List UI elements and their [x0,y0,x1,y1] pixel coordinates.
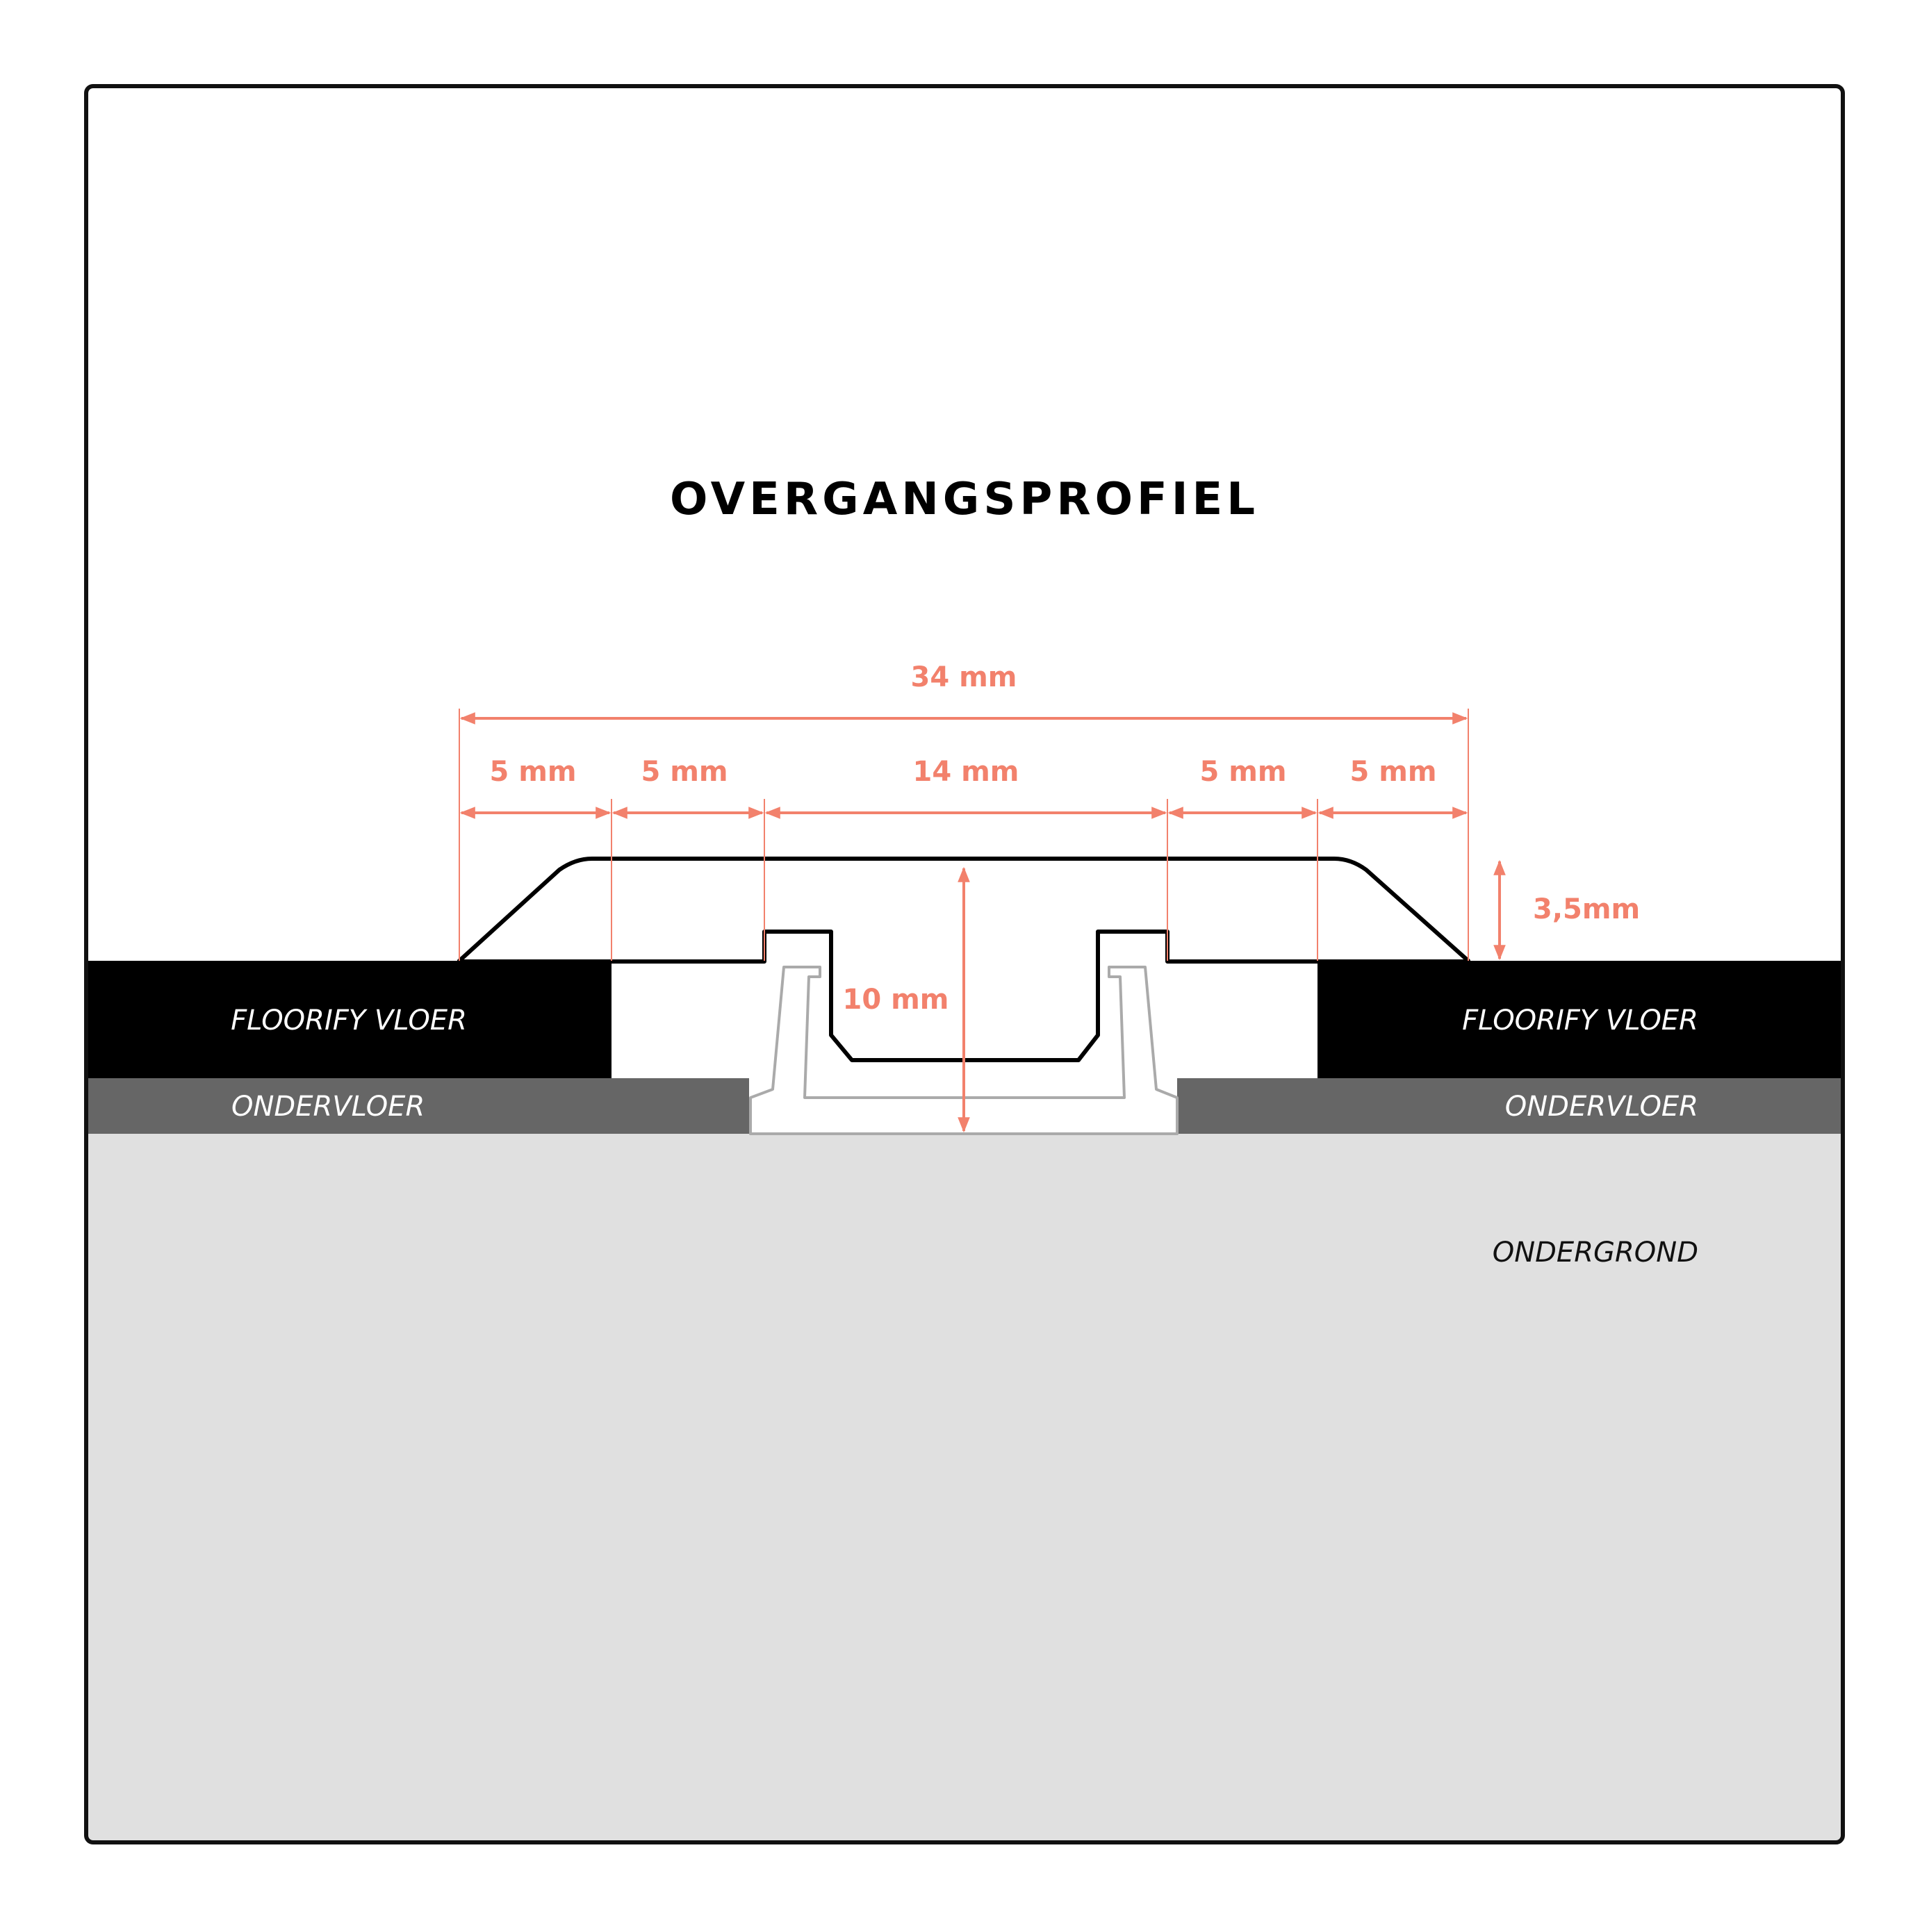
floor-left-label: FLOORIFY VLOER [231,1005,467,1037]
dim-label-total: 34 mm [910,661,1017,693]
dim-label-seg3: 14 mm [912,756,1019,788]
ground-label: ONDERGROND [1492,1237,1698,1269]
dim-label-height-diff: 3,5mm [1533,893,1641,925]
floor-right-label: FLOORIFY VLOER [1462,1005,1698,1037]
dim-label-height: 10 mm [842,984,949,1016]
dim-label-seg5: 5 mm [1349,756,1437,788]
page-title: OVERGANGSPROFIEL [669,474,1260,525]
subfloor-right-label: ONDERVLOER [1504,1091,1698,1123]
dim-label-seg4: 5 mm [1199,756,1287,788]
subfloor-left-label: ONDERVLOER [231,1091,425,1123]
dim-label-seg1: 5 mm [489,756,577,788]
dim-label-seg2: 5 mm [641,756,728,788]
